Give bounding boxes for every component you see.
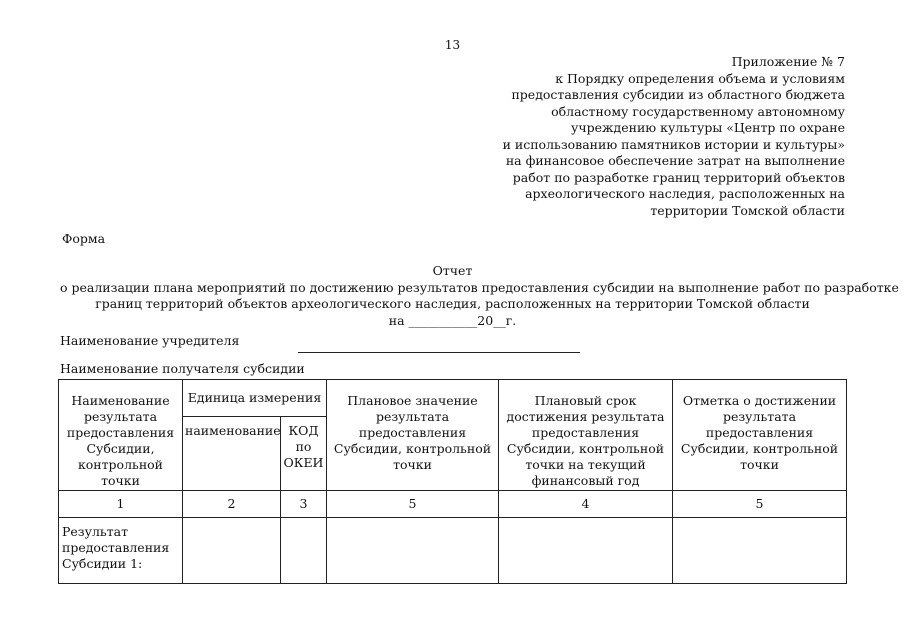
header-unit-code: КОД по ОКЕИ	[281, 417, 327, 491]
column-number: 2	[183, 491, 281, 518]
header-unit-name: наименование	[183, 417, 281, 491]
column-number: 5	[673, 491, 847, 518]
appendix-line: на финансовое обеспечение затрат на выполнение	[505, 153, 845, 168]
row-label: Результат предоставления Субсидии 1:	[59, 518, 183, 584]
header-planned-value: Плановое значение результата предоставления Субсидии, контрольной точки	[327, 380, 499, 491]
report-date-line: на ___________20__г.	[388, 312, 517, 328]
appendix-line: к Порядку определения объема и условиям	[555, 70, 845, 86]
column-number: 5	[327, 491, 499, 518]
table-cell[interactable]	[673, 518, 847, 584]
report-subtitle-line2: границ территорий объектов археологического наследия, расположенных на территории Томской области	[95, 296, 810, 311]
table-cell[interactable]	[183, 518, 281, 584]
appendix-header	[485, 54, 845, 219]
appendix-line: учреждению культуры «Центр по охране	[571, 120, 845, 135]
institution-underline[interactable]	[298, 352, 580, 353]
appendix-line: предоставления субсидии из областного бюджета	[511, 87, 845, 102]
appendix-line: областному государственному автономному	[551, 103, 845, 119]
header-achievement-mark: Отметка о достижении результата предоставления Субсидии, контрольной точки	[673, 380, 847, 491]
report-title: Отчет	[432, 263, 473, 278]
header-planned-deadline: Плановый срок достижения результата предоставления Субсидии, контрольной точки на текущий финансовый год	[499, 380, 673, 491]
report-subtitle-line1: о реализации плана мероприятий по достижению результатов предоставления субсидии на выполнение работ по разработке	[60, 279, 899, 295]
recipient-label: Наименование получателя субсидии	[60, 361, 305, 376]
institution-label: Наименование учредителя	[60, 333, 240, 348]
appendix-line: территории Томской области	[650, 202, 845, 218]
report-title-block	[60, 263, 899, 329]
appendix-line: и использованию памятников истории и культуры»	[502, 136, 845, 152]
column-number: 4	[499, 491, 673, 518]
page-number: 13	[444, 38, 461, 52]
table-cell[interactable]	[281, 518, 327, 584]
appendix-line: археологического наследия, расположенных на	[525, 186, 845, 201]
header-unit-group: Единица измерения	[183, 380, 327, 417]
table-row	[59, 518, 847, 584]
appendix-line: работ по разработке границ территорий объектов	[512, 169, 845, 185]
table-cell[interactable]	[499, 518, 673, 584]
column-number: 3	[281, 491, 327, 518]
column-number: 1	[59, 491, 183, 518]
header-result-name: Наименование результата предоставления Субсидии, контрольной точки	[59, 380, 183, 491]
form-label: Форма	[62, 231, 106, 246]
appendix-line: Приложение № 7	[731, 54, 845, 69]
table-cell[interactable]	[327, 518, 499, 584]
report-table	[58, 379, 847, 584]
